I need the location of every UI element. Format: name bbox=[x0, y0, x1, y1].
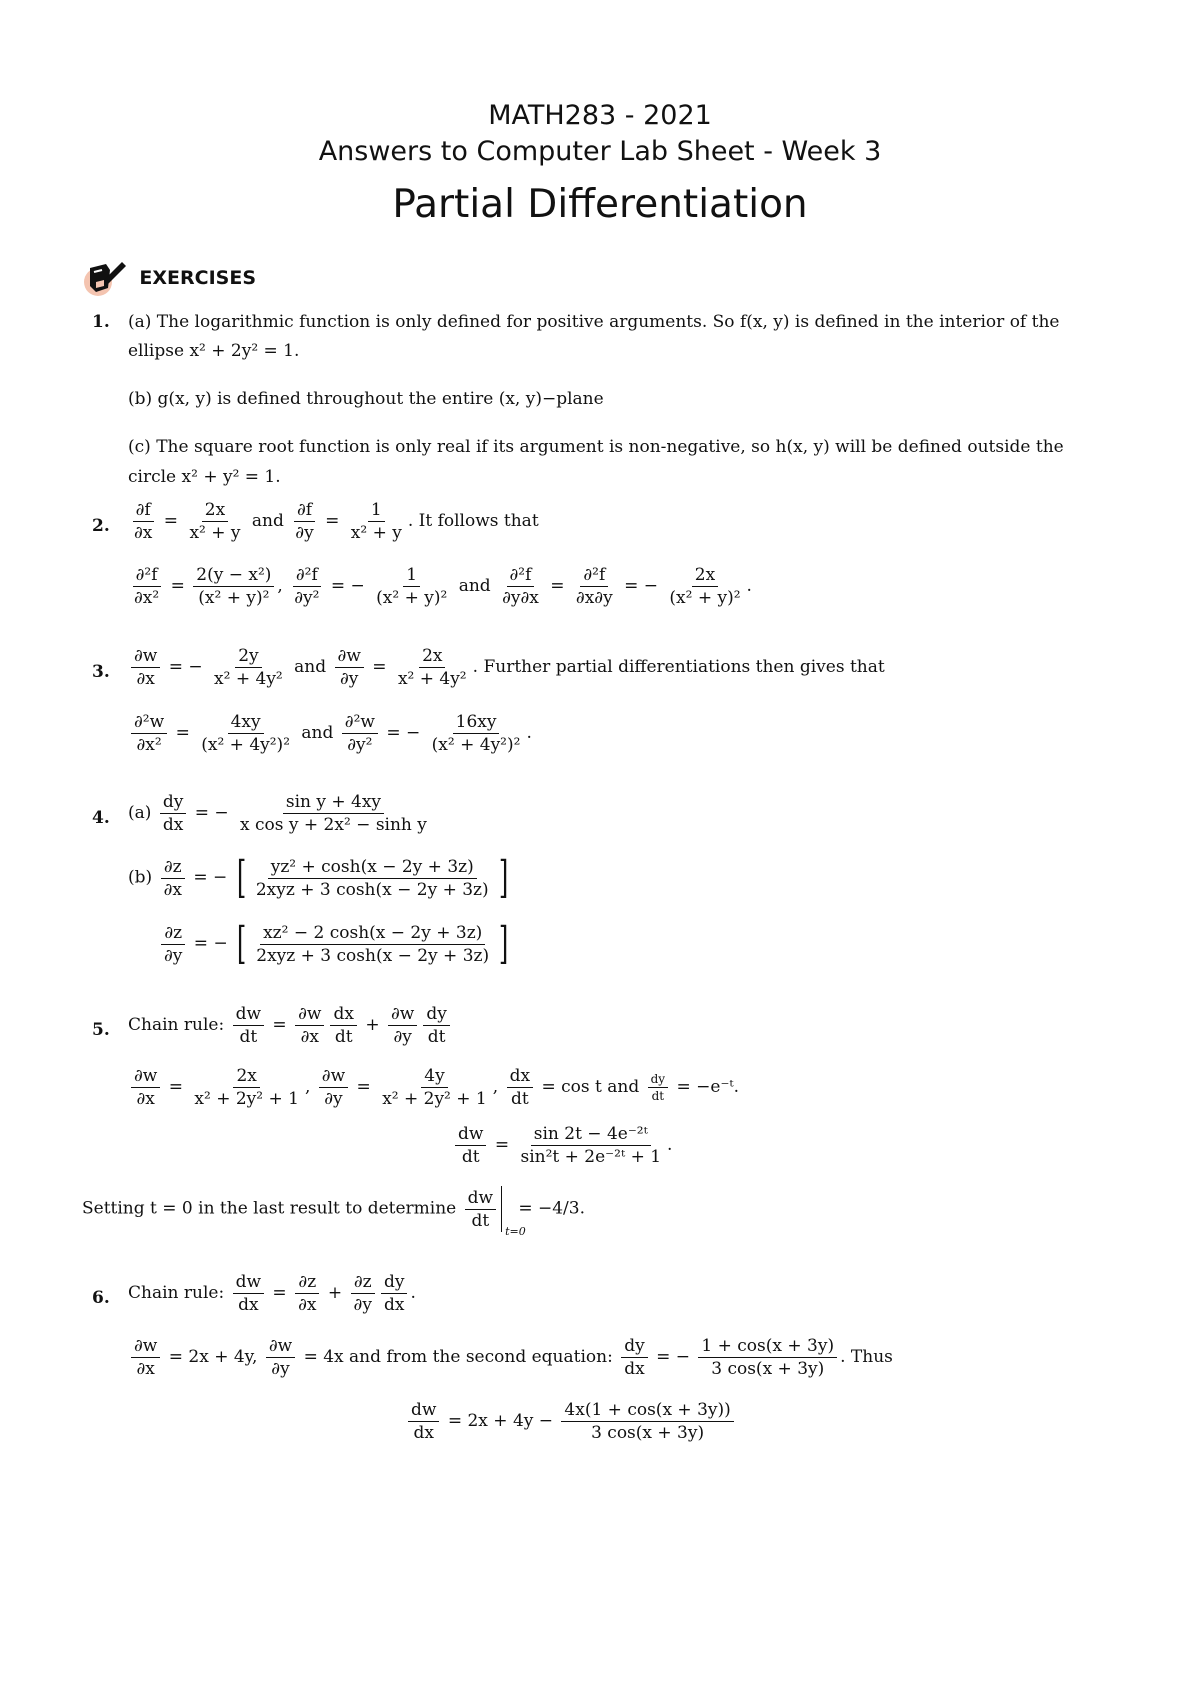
pencil-checkmark-icon bbox=[84, 258, 128, 298]
q6-partials: $\frac{\partial w}{\partial x}$ = 2x + 4y, $\frac{\partial w}{\partial y}$ = 4x and from the second equation: $\frac{dy}{dx}$ = − $\frac{1 + \cos(x + 3y)}{3 \cos(x + 3y)}$ . Thus bbox=[128, 1336, 893, 1379]
q1-c-line2: circle x² + y² = 1. bbox=[128, 467, 281, 487]
q2-second-derivatives: $\frac{\text{∂²f}}{\text{∂x²}}$ = $\frac{\text{2(y − x²)}}{\text{(x² + y)²}}$ , $\frac{\text{∂²f}}{\text{∂y²}}$ = − $\frac{1}{\text{(x² + y)²}}$ and $\frac{\text{∂²f}}{\partial y\partial x}$ = $\frac{\text{∂²f}}{\partial x\partial y}$ = − $\frac{2x}{\text{(x² + y)²}}$ . bbox=[134, 565, 752, 608]
q1-a-line1: (a) The logarithmic function is only defined for positive arguments. So f(x, y) is defined in the interior of the bbox=[128, 312, 1060, 332]
q2-first-derivatives: $\frac{\partial f}{\partial x}$ = $\frac{2x}{\text{x² + y}}$ and $\frac{\partial f}{\partial y}$ = $\frac{1}{\text{x² + y}}$ . It follows that bbox=[134, 500, 539, 543]
q4-b: (b) $\frac{\partial z}{\partial x}$ = − [ $\frac{\text{yz² + cosh(x − 2y + 3z)}}{\text{2xyz + 3 cosh(x − 2y + 3z)}}$ ] bbox=[128, 852, 508, 903]
section-label: EXERCISES bbox=[139, 267, 257, 289]
q4-c: $\frac{\partial z}{\partial y}$ = − [ $\frac{\text{xz² − 2 cosh(x − 2y + 3z)}}{\text{2xyz + 3 cosh(x − 2y + 3z)}}$ ] bbox=[158, 922, 512, 966]
sheet-subtitle: Answers to Computer Lab Sheet - Week 3 bbox=[318, 136, 882, 167]
q6-chain-rule: Chain rule: $\frac{dw}{dx}$ = $\frac{\partial z}{\partial x}$ + $\frac{\partial z}{\partial y}$ $\frac{dy}{dx}$ . bbox=[128, 1272, 416, 1315]
q5-conclusion: Setting t = 0 in the last result to determine $\frac{dw}{dt}$ t=0 = −4/3. bbox=[82, 1187, 585, 1238]
q1-c-line1: (c) The square root function is only real if its argument is non-negative, so h(x, y) will be defined outside the bbox=[128, 437, 1064, 457]
q1-a-line2: ellipse x² + 2y² = 1. bbox=[128, 341, 300, 361]
page-title: Partial Differentiation bbox=[392, 182, 808, 227]
q3-second-derivatives: $\frac{\text{∂²w}}{\text{∂x²}}$ = $\frac{4xy}{\text{(x² + 4y²)²}}$ and $\frac{\text{∂²w}}{\text{∂y²}}$ = − $\frac{16xy}{\text{(x² + 4y²)²}}$ . bbox=[128, 712, 532, 755]
q4-a: (a) $\frac{dy}{dx}$ = − $\frac{\text{sin y + 4xy}}{\text{x cos y + 2x² − sinh y}}$ bbox=[128, 792, 427, 835]
question-number: 2. bbox=[92, 516, 110, 536]
question-number: 6. bbox=[92, 1288, 110, 1308]
course-title: MATH283 - 2021 bbox=[488, 100, 712, 131]
exercises-heading bbox=[84, 258, 256, 298]
q5-result: $\frac{dw}{dt}$ = $\frac{\text{sin 2t − 4e⁻²ᵗ}}{\text{sin²t + 2e⁻²ᵗ + 1}}$ . bbox=[452, 1124, 672, 1167]
question-number: 4. bbox=[92, 808, 110, 828]
q6-result: $\frac{dw}{dx}$ = 2x + 4y − $\frac{4x(1 + \cos(x + 3y))}{3 \cos(x + 3y)}$ bbox=[405, 1400, 737, 1443]
q1-b: (b) g(x, y) is defined throughout the entire (x, y)−plane bbox=[128, 389, 604, 409]
q5-partials: $\frac{\partial w}{\partial x}$ = $\frac{2x}{\text{x² + 2y² + 1}}$ , $\frac{\partial w}{\partial y}$ = $\frac{4y}{\text{x² + 2y² + 1}}$ , $\frac{dx}{dt}$ = cos t and $\frac{dy}{dt}$ = −e⁻ᵗ. bbox=[128, 1066, 739, 1109]
q3-first-derivatives: $\frac{\partial w}{\partial x}$ = − $\frac{2y}{\text{x² + 4y²}}$ and $\frac{\partial w}{\partial y}$ = $\frac{2x}{\text{x² + 4y²}}$ . Further partial differentiations then gives that bbox=[128, 646, 885, 689]
question-number: 5. bbox=[92, 1020, 110, 1040]
q5-chain-rule: Chain rule: $\frac{dw}{dt}$ = $\frac{\partial w}{\partial x}$ $\frac{dx}{dt}$ + $\frac{\partial w}{\partial y}$ $\frac{dy}{dt}$ bbox=[128, 1004, 453, 1047]
question-number: 3. bbox=[92, 662, 110, 682]
question-number: 1. bbox=[92, 312, 110, 332]
